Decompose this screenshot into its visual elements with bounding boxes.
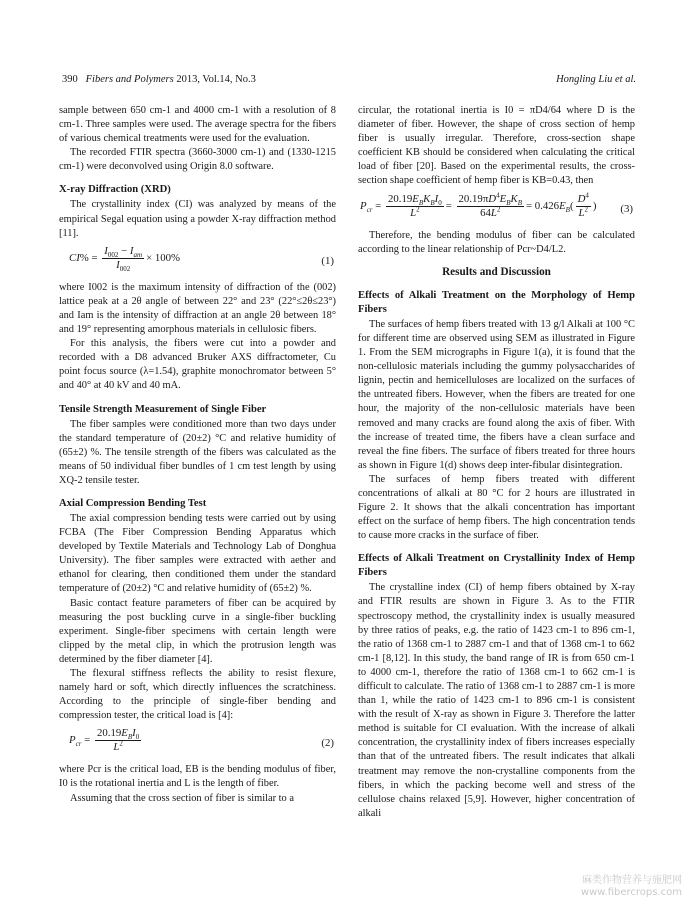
paragraph: The recorded FTIR spectra (3660-3000 cm-1) and (1330-1215 cm-1) were deconvolved using Origin 8.0 software.	[59, 147, 336, 173]
left-column	[59, 104, 336, 806]
paragraph: The fiber samples were conditioned more than two days under the standard temperature of (20±2) °C and relative humidity of (65±2) %. The tensile strength of the fibers was calculated as the means of 50 individual fiber bundles of 1 cm test length by using XQ-2 tensile tester.	[59, 418, 336, 486]
equation-1-formula: CI% = $\frac{I_{002} - I_{am}}{I_{002}}$ × 100%	[69, 244, 181, 273]
equation-1-number: (1)	[321, 254, 334, 267]
paragraph: The surfaces of hemp fibers treated with 13 g/l Alkali at 100 °C for different time are observed using SEM as illustrated in Figure 1. From the SEM micrographs in Figure 1(a), it is found that the non-cellulosic materials including the gummy polysaccharides of lignin, pectin and hemicelluloses are localized on the surfaces of the untreated fibers. However, when the fibers are treated for one hour, the majority of the non-cellulosic materials have been removed and many cracks are found along the axis of fiber. With the increase of treated time, the fibers have a clean surface and reveal the fine fibers. The surface of fibers treated for three hours as shown in Figure 1(d) shows deep inter-fibular disintegration.	[358, 318, 635, 471]
paragraph: where I002 is the maximum intensity of diffraction of the (002) lattice peak at a 2θ angle of between 22° and 23° (22°≤2θ≤23°) and Iam is the intensity of diffraction at an angle 2θ between 18° and 19° representing amorphous materials in cellulosic fibers.	[59, 281, 336, 336]
paragraph: Therefore, the bending modulus of fiber can be calculated according to the linear relationship of Pcr~D4/L2.	[358, 229, 635, 255]
equation-3-number: (3)	[620, 202, 633, 215]
equation-3	[358, 190, 635, 223]
paragraph: circular, the rotational inertia is I0 = πD4/64 where D is the diameter of fiber. However, the shape of cross section of hemp fiber is usually irregular. Therefore, cross-section shape coefficient KB should be considered when calculating the critical load of fiber [20]. Based on the experimental results, the cross-section shape coefficient of hemp fiber is KB=0.43, then	[358, 105, 635, 187]
equation-2	[59, 727, 336, 757]
paragraph: Basic contact feature parameters of fiber can be acquired by measuring the post buckling curve in a single-fiber buckling experiment. Single-fiber specimens with certain length were clipped by the metal clip, in which the protrusion length was determined by the fiber diameter [4].	[59, 597, 336, 665]
paragraph: The crystalline index (CI) of hemp fibers obtained by X-ray and FTIR results are shown in Figure 3. As to the FTIR spectroscopy method, the crystallinity index is usually measured by three ratios of peaks, e.g. the ratio of 1423 cm-1 to 896 cm-1, the ratio of 1368 cm-1 to 2887 cm-1 and that of 1368 cm-1 to 662 cm-1 [8,12]. In this study, the band range of IR is from 650 cm-1 to 4000 cm-1, therefore the ratio of 1368 cm-1 to 662 cm-1 is difficult to calculate. The ratio of 1368 cm-1 to 2887 cm-1 is more than 1, while the ratio of 1423 cm-1 to 896 cm-1 is consistent with the result of X-ray as shown in Figure 3. Therefore the latter method is suitable for CI evaluation. With the increase of alkali concentration, the crystallinity index of fibers increases especially than that of the untreated fibers. The result indicates that alkali treatment may remove the non-crystalline components from the fibers, in which the packing become well and stress of the cellulose chains relaxed [5,9]. However, higher concentration of alkali	[358, 582, 635, 819]
watermark	[581, 875, 682, 899]
paragraph: where Pcr is the critical load, EB is the bending modulus of fiber, I0 is the rotational inertia and L is the length of fiber.	[59, 764, 336, 790]
paragraph: sample between 650 cm-1 and 4000 cm-1 with a resolution of 8 cm-1. Three samples were used. The average spectra for the fibers of various chemical treatments were used for the evaluation.	[59, 105, 336, 145]
page-number: 390	[62, 74, 78, 85]
paragraph: For this analysis, the fibers were cut into a powder and recorded with a D8 advanced Bruker AXS diffractometer, Cu point focus source (λ=1.54), graphite monochromator between 5° and 40° at 40 kV and 40 mA.	[59, 338, 336, 392]
section-heading-tensile: Tensile Strength Measurement of Single Fiber	[59, 403, 267, 415]
section-heading-morphology: Effects of Alkali Treatment on the Morphology of Hemp Fibers	[358, 289, 635, 315]
right-column	[358, 104, 635, 821]
equation-1	[59, 245, 336, 275]
header-authors: Hongling Liu et al.	[556, 74, 636, 85]
paragraph: The axial compression bending tests were carried out by using FCBA (The Fiber Compression Bending Apparatus which developed by Textile Materials and Technology Lab of Donghua University). The fiber samples were extracted with aether and ethanol for clearing, then conditioned them under the standard temperature of (20±2) °C and relative humidity of (65±2) %.	[59, 512, 336, 595]
section-heading-crystallinity: Effects of Alkali Treatment on Crystallinity Index of Hemp Fibers	[358, 553, 635, 579]
header-left	[62, 72, 256, 88]
watermark-line: 麻类作物营养与施肥网	[582, 875, 682, 886]
page-header	[62, 72, 636, 88]
paragraph: The surfaces of hemp fibers treated with different concentrations of alkali at 80 °C for 2 hours are illustrated in Figure 2. It shows that the alkali concentration has important effect on the surface of hemp fibers. The high concentration tends to cause more cracks in the surface of fiber.	[358, 473, 635, 542]
section-heading-axial: Axial Compression Bending Test	[59, 497, 207, 509]
journal-volume: 2013, Vol.14, No.3	[176, 74, 256, 85]
section-heading-results: Results and Discussion	[442, 265, 551, 278]
section-heading-xrd: X-ray Diffraction (XRD)	[59, 184, 171, 196]
watermark-line: www.fibercrops.com	[580, 887, 682, 898]
equation-2-number: (2)	[321, 737, 334, 750]
paragraph: The flexural stiffness reflects the ability to resist flexure, namely hard or soft, which directly influences the scratchiness. According to the principle of single-fiber bending and compression tester, the critical load is [4]:	[59, 668, 336, 722]
paragraph: The crystallinity index (CI) was analyzed by means of the empirical Segal equation using a powder X-ray diffraction method [11].	[59, 199, 336, 239]
journal-name: Fibers and Polymers	[85, 74, 174, 85]
equation-2-formula: $P_{cr}$ = $\frac{20.19E_BI_0}{L^2}$	[69, 727, 140, 754]
equation-3-formula: $P_{cr}$ = $\frac{20.19E_BK_BI_0}{L^2}$ = $\frac{20.19\pi D^4E_BK_B}{64L^2}$ = $0.426E_B$( $\frac{D^4}{L^2}$ )	[360, 190, 597, 219]
paragraph: Assuming that the cross section of fiber is similar to a	[70, 792, 294, 804]
